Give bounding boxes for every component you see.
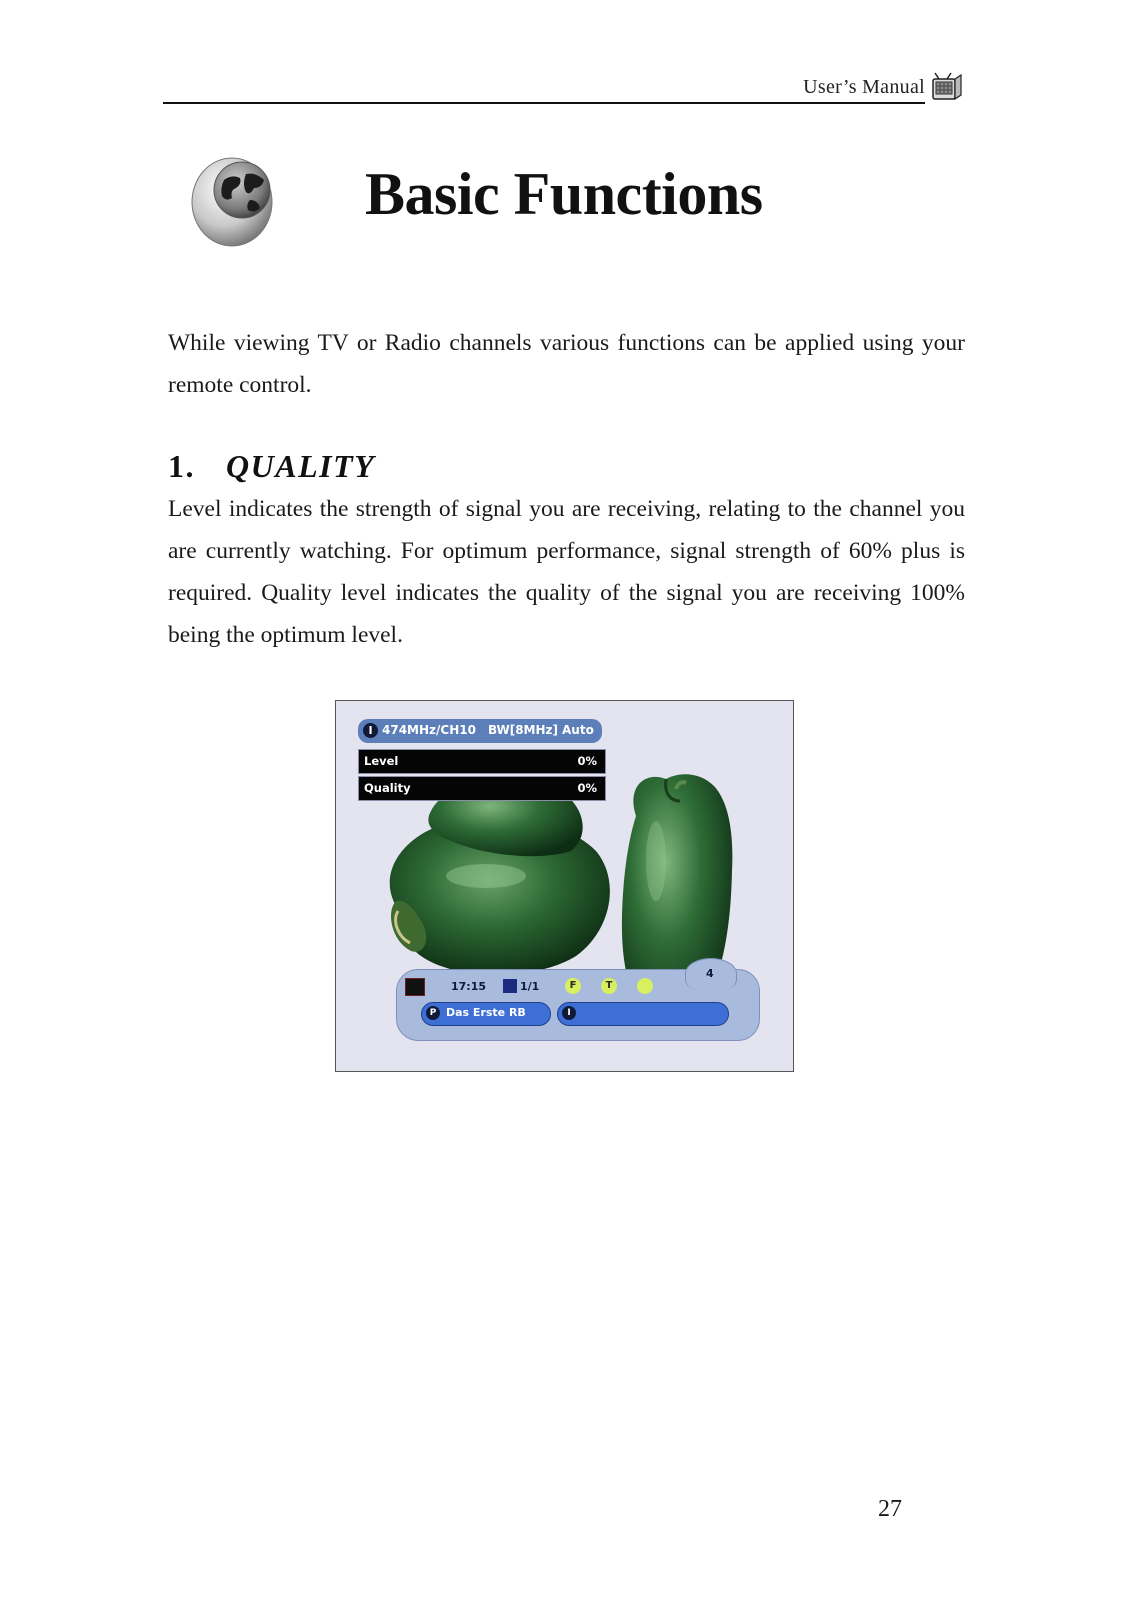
indicator-dot-icon bbox=[637, 978, 653, 994]
channel-info-banner bbox=[396, 969, 760, 1041]
info-badge: I bbox=[363, 723, 378, 738]
level-meter bbox=[358, 749, 606, 774]
time-label: 17:15 bbox=[451, 980, 487, 993]
teletext-badge: T bbox=[601, 978, 617, 994]
section-heading bbox=[168, 448, 375, 485]
section-title: QUALITY bbox=[226, 448, 376, 484]
program-badge: P bbox=[426, 1006, 440, 1020]
tv-screenshot bbox=[335, 700, 794, 1072]
quality-value: 0% bbox=[577, 781, 597, 795]
channel-name-pill bbox=[421, 1002, 551, 1026]
page-title: Basic Functions bbox=[365, 161, 763, 227]
channel-number-tab bbox=[685, 958, 737, 989]
header-text: User’s Manual bbox=[803, 76, 925, 98]
globe-icon bbox=[188, 150, 288, 250]
program-info-pill bbox=[557, 1002, 729, 1026]
section-number: 1. bbox=[168, 448, 195, 484]
page-number: 27 bbox=[878, 1496, 902, 1522]
info-badge-secondary: I bbox=[562, 1006, 576, 1020]
bandwidth-label: BW[8MHz] bbox=[488, 723, 559, 737]
audio-icon bbox=[503, 979, 517, 993]
page-header bbox=[163, 70, 963, 110]
header-rule bbox=[163, 102, 925, 104]
frequency-label: 474MHz/CH10 bbox=[382, 723, 476, 737]
tv-remote-icon bbox=[929, 70, 963, 104]
quality-meter bbox=[358, 776, 606, 801]
channel-name: Das Erste RB bbox=[446, 1006, 526, 1019]
level-value: 0% bbox=[577, 754, 597, 768]
favorite-badge: F bbox=[565, 978, 581, 994]
signal-info-bar bbox=[358, 719, 602, 743]
quality-label: Quality bbox=[364, 781, 411, 795]
audio-track-label: 1/1 bbox=[520, 980, 540, 993]
intro-paragraph: While viewing TV or Radio channels various functions can be applied using your remote control. bbox=[168, 330, 965, 398]
level-label: Level bbox=[364, 754, 399, 768]
channel-number: 4 bbox=[706, 967, 714, 980]
tv-icon bbox=[405, 978, 425, 996]
mode-label: Auto bbox=[562, 723, 594, 737]
body-paragraph: Level indicates the strength of signal you are receiving, relating to the channel you are currently watching. For optimum performance, signal strength of 60% plus is required. Quality level indicates the quality of the signal you are receiving 100% being the optimum level. bbox=[168, 496, 965, 648]
